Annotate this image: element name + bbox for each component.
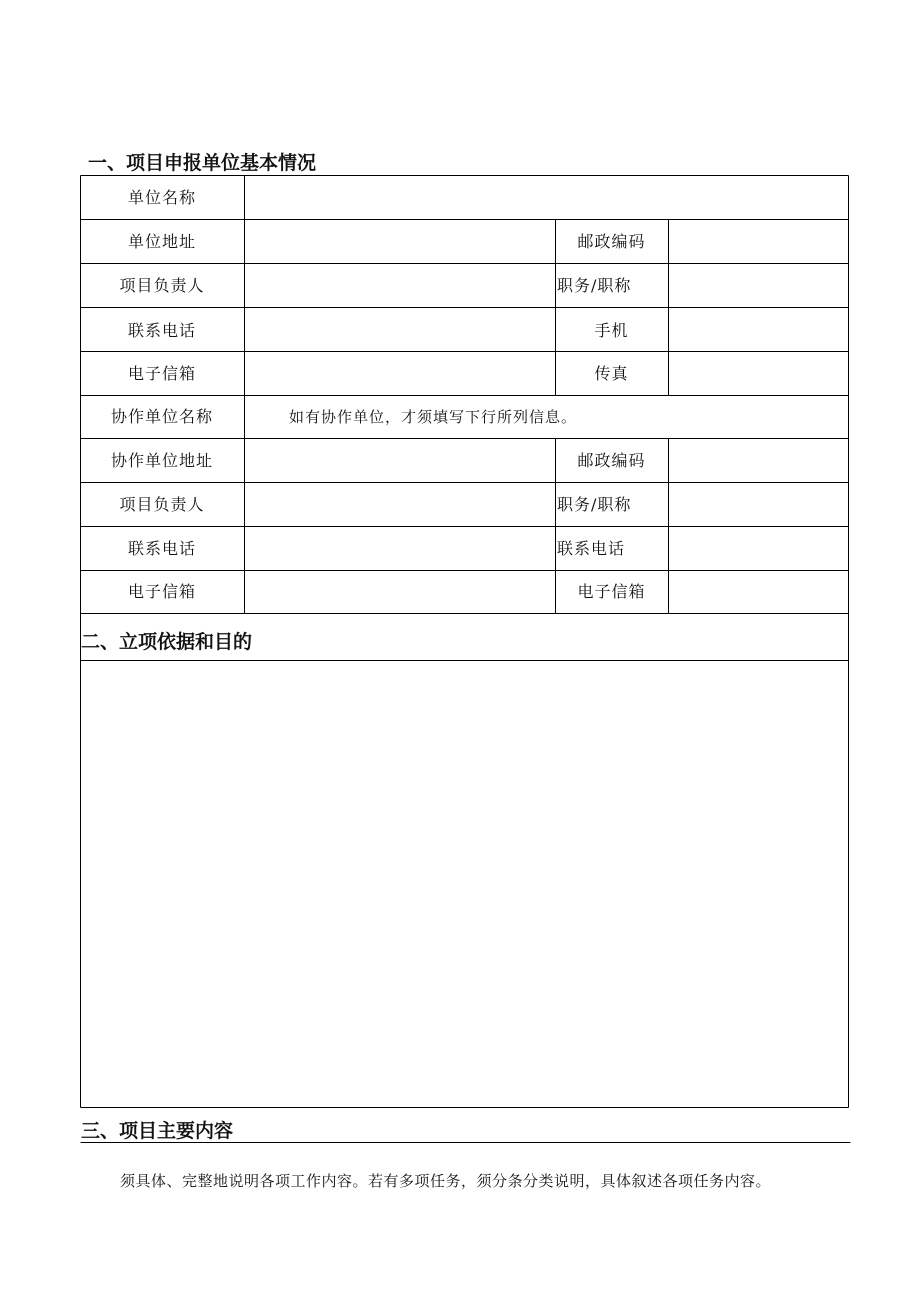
partner-email2-label: 电子信箱 [577, 582, 646, 601]
partner-email-field[interactable] [245, 571, 555, 613]
unit-name-field[interactable] [245, 176, 848, 219]
partner-contact-phone2-label: 联系电话 [557, 539, 626, 558]
postal-code-label: 邮政编码 [577, 232, 646, 251]
partner-postal-code-field[interactable] [669, 439, 848, 482]
partner-contact-phone2-field[interactable] [669, 527, 848, 570]
partner-project-leader-field[interactable] [245, 483, 555, 526]
partner-contact-phone-field[interactable] [245, 527, 555, 570]
unit-name-label: 单位名称 [127, 188, 196, 207]
partner-position-title-field[interactable] [669, 483, 848, 526]
project-leader-field[interactable] [245, 264, 555, 307]
partner-contact-phone-label: 联系电话 [127, 539, 196, 558]
postal-code-field[interactable] [669, 220, 848, 263]
email-field[interactable] [245, 352, 555, 395]
fax-field[interactable] [669, 352, 848, 395]
unit-address-field[interactable] [245, 220, 555, 263]
mobile-field[interactable] [669, 308, 848, 351]
position-title-label: 职务/职称 [557, 276, 632, 295]
partner-email-label: 电子信箱 [127, 582, 196, 601]
project-leader-label: 项目负责人 [119, 276, 205, 295]
partner-postal-code-label: 邮政编码 [577, 451, 646, 470]
basis-and-purpose-textarea[interactable] [81, 661, 848, 1107]
contact-phone-label: 联系电话 [127, 321, 196, 340]
partner-unit-name-label: 协作单位名称 [110, 407, 213, 426]
partner-position-title-label: 职务/职称 [557, 495, 632, 514]
mobile-label: 手机 [594, 321, 629, 340]
partner-project-leader-label: 项目负责人 [119, 495, 205, 514]
section-1-title: 一、项目申报单位基本情况 [88, 152, 317, 174]
partner-unit-note: 如有协作单位，才须填写下行所列信息。 [289, 408, 578, 426]
email-label: 电子信箱 [127, 364, 196, 383]
partner-unit-address-field[interactable] [245, 439, 555, 482]
fax-label: 传真 [594, 364, 629, 383]
unit-address-label: 单位地址 [127, 232, 196, 251]
section-3-title: 三、项目主要内容 [81, 1120, 234, 1142]
section-2-title: 二、立项依据和目的 [81, 631, 253, 653]
partner-unit-address-label: 协作单位地址 [110, 451, 213, 470]
position-title-field[interactable] [669, 264, 848, 307]
section-3-instruction: 须具体、完整地说明各项工作内容。若有多项任务，须分条分类说明，具体叙述各项任务内容。 [120, 1172, 772, 1190]
partner-email2-field[interactable] [669, 571, 848, 613]
contact-phone-field[interactable] [245, 308, 555, 351]
